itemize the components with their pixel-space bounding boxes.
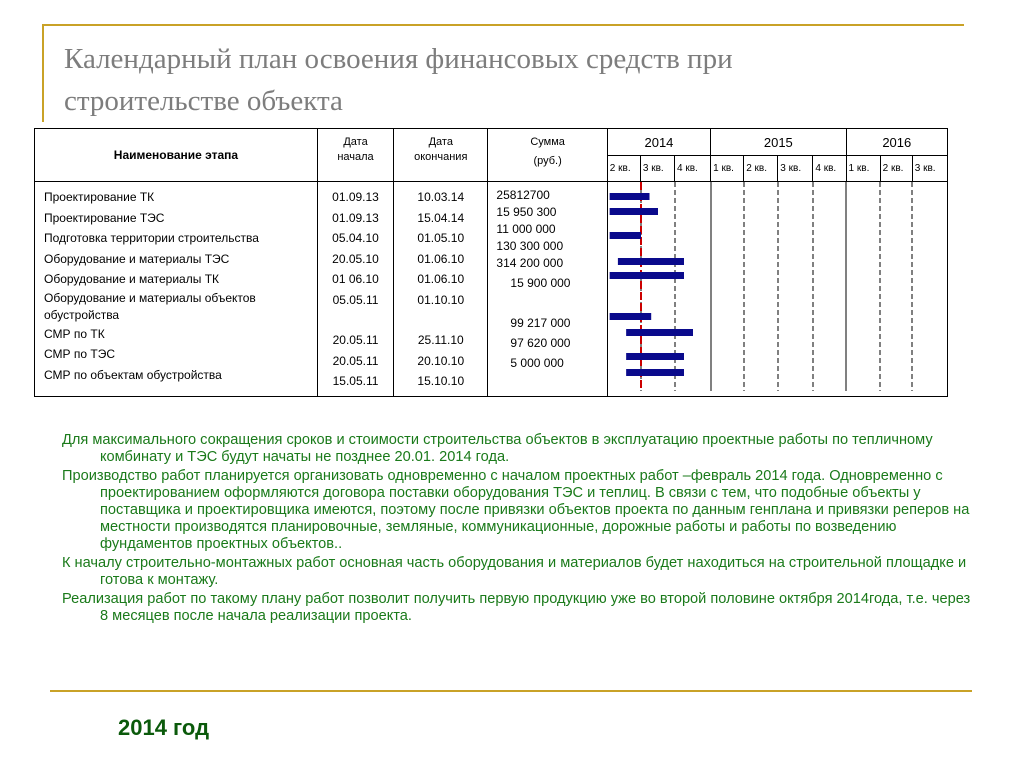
frame-left-line [42,24,44,122]
header-year-2014: 2014 [607,129,710,156]
sum-value: 11 000 000 [496,222,556,236]
end-date: 01.06.10 [417,272,465,286]
header-sum-line-1: Сумма [530,136,565,148]
start-date: 05.05.11 [332,292,379,307]
stage-name: Проектирование ТК [44,190,155,204]
end-date: 01.10.10 [417,292,465,307]
end-date: 15.10.10 [417,374,465,388]
header-stage-name: Наименование этапа [35,129,318,182]
gantt-bar [609,313,651,320]
header-quarter: 1 кв. [711,156,744,182]
gantt-bar [609,272,683,279]
header-year-2015: 2015 [711,129,846,156]
end-dates-column [394,182,488,397]
sum-value: 25812700 [496,188,550,202]
end-date: 20.10.10 [417,353,465,368]
sums-column [488,182,607,397]
sum-value: 5 000 000 [510,356,564,370]
stage-name: СМР по ТК [44,326,105,341]
stage-name: Оборудование и материалы ТК [44,272,220,286]
gantt-bar [626,329,693,336]
footer-year: 2014 год [118,715,210,740]
end-date: 25.11.10 [417,333,464,347]
stage-name: Оборудование и материалы объектов обустройства [44,290,256,322]
row-spacer [394,310,487,330]
stage-names-column [35,182,318,397]
note-paragraph: Реализация работ по такому плану работ позволит получить первую продукцию уже во второй половине октября 2014года, т.е. через 8 месяцев после начала реализации проекта. [62,591,971,624]
header-quarter: 2 кв. [880,156,912,182]
frame-top-line [42,24,964,26]
start-date: 15.05.11 [332,374,379,388]
slide-title [64,38,944,122]
header-sum [488,129,607,182]
sum-value: 15 900 000 [510,276,571,290]
header-quarter: 1 кв. [846,156,880,182]
sum-value: 99 217 000 [510,316,571,330]
notes-block [62,432,972,627]
stage-name: Оборудование и материалы ТЭС [44,251,230,266]
stage-name: СМР по ТЭС [44,347,115,361]
plan-table [34,128,948,397]
header-quarter: 3 кв. [640,156,674,182]
end-date: 10.03.14 [417,190,465,204]
row-spacer [318,310,393,330]
header-quarter: 2 кв. [607,156,640,182]
stage-name: Подготовка территории строительства [44,231,259,245]
note-paragraph: К началу строительно-монтажных работ основная часть оборудования и материалов будет находиться на строительной площадке и готова к монтажу. [62,555,967,588]
stage-name: СМР по объектам обустройства [44,367,222,382]
slide-title-line-2: строительстве объекта [64,85,343,117]
sum-value: 97 620 000 [510,336,571,350]
start-date: 20.05.10 [332,251,379,266]
start-date: 01.09.13 [332,190,379,204]
slide-title-line-1: Календарный план освоения финансовых средств при [64,43,733,75]
start-date: 01.09.13 [332,210,379,225]
header-start-date-line-2: начала [337,151,374,163]
gantt-bar [609,208,657,215]
note-paragraph: Для максимального сокращения сроков и стоимости строительства объектов в эксплуатацию проектные работы по тепличному комбинату и ТЭС будут начаты не позднее 20.01. 2014 года. [62,432,933,465]
header-quarter: 3 кв. [778,156,813,182]
gantt-bar [626,353,684,360]
header-year-2016: 2016 [846,129,947,156]
start-date: 20.05.11 [332,353,379,368]
header-sum-line-2: (руб.) [533,155,562,167]
header-quarter: 2 кв. [744,156,778,182]
end-date: 01.05.10 [417,231,465,245]
end-date: 01.06.10 [417,251,465,266]
frame-bottom-line [50,690,972,692]
gantt-chart [608,182,947,391]
start-date: 05.04.10 [332,231,379,245]
header-quarter: 4 кв. [674,156,710,182]
start-date: 01 06.10 [332,272,379,286]
row-spacer [488,292,606,312]
header-start-date [317,129,393,182]
gantt-bar [609,232,640,239]
header-quarter: 4 кв. [813,156,846,182]
start-dates-column [317,182,393,397]
start-date: 20.05.11 [332,333,379,347]
sum-value: 130 300 000 [496,239,564,253]
header-end-date-line-2: окончания [414,151,468,163]
header-quarter: 3 кв. [912,156,947,182]
sum-value: 15 950 300 [496,205,557,219]
sum-value: 314 200 000 [496,256,564,270]
note-paragraph: Производство работ планируется организовать одновременно с началом проектных работ –февраль 2014 года. Одновременно с проектированием оформляются договора поставки оборудования ТЭС и теплиц. В связи с тем, что подобные объекты у поставщика и проектировщика имеются, поэтому после привязки объектов проекта по данным генплана и привязки реперов на местности производятся планировочные, земляные, коммуникационные, дорожные работы и работы по возведению фундаментов проектных объектов.. [62,468,970,552]
header-end-date [394,129,488,182]
end-date: 15.04.14 [417,210,465,225]
header-start-date-line-1: Дата [343,136,368,148]
header-end-date-line-1: Дата [428,136,453,148]
gantt-bar [626,369,684,376]
gantt-bar [618,258,684,265]
gantt-area [607,182,947,397]
stage-name: Проектирование ТЭС [44,210,165,225]
gantt-bar [609,193,649,200]
